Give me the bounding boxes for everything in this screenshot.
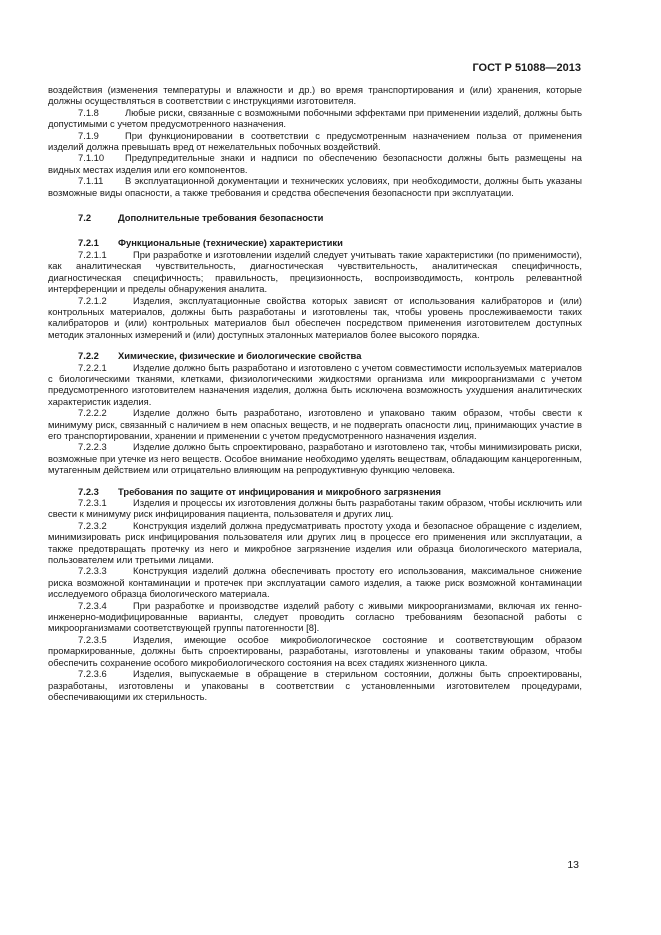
section-title: Требования по защите от инфицирования и микробного загрязнения [118, 485, 441, 497]
clause-number: 7.2.2.3 [78, 441, 107, 453]
clause-text: При разработке и производстве изделий работу с живыми микроорганизмами, включая их генно-инженерно-модифицированные варианты, следует проводить согласно требованиям безопасной работы с микроорганизмами соответствующей группы патогенности [8]. [48, 599, 582, 634]
section-title: Функциональные (технические) характеристики [118, 237, 343, 249]
paragraph-7-2-1-1 [48, 249, 582, 295]
clause-number: 7.1.9 [78, 129, 99, 141]
paragraph-7-2-3-3 [48, 565, 582, 599]
section-title: Дополнительные требования безопасности [118, 212, 324, 224]
clause-number: 7.2.3.1 [78, 497, 107, 508]
clause-number: 7.2.2.1 [78, 361, 107, 373]
clause-number: 7.2.1.1 [78, 248, 107, 260]
clause-text: Изделие должно быть спроектировано, разработано и изготовлено так, чтобы минимизировать риски, возможные при утечке из него веществ. Особое внимание необходимо уделять веществам, обладающим канцерогенным, мутагенным действием или отрицательно влияющим на репродуктивную функцию человека. [48, 441, 582, 476]
clause-text: Изделия, эксплуатационные свойства которых зависят от использования калибраторов и (или) контрольных материалов, должны быть разработаны и изготовлены так, чтобы уровень прослеживаемости таких калибраторов и (или) контрольных материалов был обеспечен посредством применения изготовителем доступных методик эталонных измерений и (или) доступных эталонных материалов более высокого порядка. [48, 294, 582, 340]
paragraph-7-2-3-1 [48, 497, 582, 520]
clause-text: Изделие должно быть разработано и изготовлено с учетом совместимости используемых материалов с биологическими тканями, клетками, физиологическими жидкостями организма или микроорганизмами с учетом предусмотренного изготовителем назначения изделия, должна быть исключена возможность ухудшения аналитических характеристик изделия. [48, 361, 582, 407]
clause-number: 7.2.3.4 [78, 599, 107, 611]
section-title: Химические, физические и биологические свойства [118, 350, 362, 362]
clause-number: 7.2.3.5 [78, 633, 107, 645]
section-heading-7-2-3 [48, 486, 582, 497]
paragraph-7-2-3-4 [48, 600, 582, 634]
clause-text: Предупредительные знаки и надписи по обеспечению безопасности должны быть размещены на видных местах изделия или его компонентов. [48, 152, 582, 175]
page-number: 13 [567, 859, 579, 871]
clause-text: Изделия и процессы их изготовления должны быть разработаны таким образом, чтобы исключить или свести к минимуму риск инфицирования пациента, пользователя и других лиц. [48, 497, 582, 520]
document-body [48, 84, 582, 702]
paragraph-7-1-11 [48, 175, 582, 198]
document-header: ГОСТ Р 51088—2013 [472, 62, 581, 74]
paragraph-7-2-3-6 [48, 668, 582, 702]
section-heading-7-2-1 [48, 237, 582, 248]
clause-number: 7.1.8 [78, 106, 99, 118]
clause-number: 7.2.3.6 [78, 668, 107, 680]
section-heading-7-2-2 [48, 350, 582, 361]
section-heading-7-2 [48, 212, 582, 223]
clause-number: 7.2.3.3 [78, 565, 107, 577]
clause-text: Изделие должно быть разработано, изготовлено и упаковано таким образом, чтобы свести к минимуму риск, связанный с наличием в нем опасных веществ, и не подвергать опасности лиц, принимающих участие в его транспортировании, хранении и применении с учетом предусмотренного назначения изделия. [48, 407, 582, 441]
section-number: 7.2.3 [78, 485, 99, 497]
paragraph-7-1-9 [48, 130, 582, 153]
paragraph-7-1-8 [48, 107, 582, 130]
clause-number: 7.2.3.2 [78, 519, 107, 531]
section-number: 7.2.2 [78, 350, 99, 362]
clause-number: 7.2.1.2 [78, 294, 107, 306]
paragraph-7-2-1-2 [48, 295, 582, 341]
paragraph-7-2-2-3 [48, 441, 582, 475]
clause-text: При разработке и изготовлении изделий следует учитывать такие характеристики (по применимости), как аналитическая чувствительность, диагностическая чувствительность, аналитическая специфичность, диагностическая специфичность; правильность, прецизионность, воспроизводимость, контроль релевантной интерференции и пределы обнаружения аналита. [48, 248, 582, 295]
clause-number: 7.2.2.2 [78, 407, 107, 419]
paragraph-7-2-3-2 [48, 520, 582, 566]
clause-number: 7.1.11 [78, 175, 104, 187]
section-number: 7.2.1 [78, 237, 99, 249]
paragraph-7-1-10 [48, 152, 582, 175]
paragraph-continuation: воздействия (изменения температуры и влажности и др.) во время транспортирования и (или) хранения, которые должны осуществляться в соответствии с инструкциями изготовителя. [48, 84, 582, 107]
clause-text: При функционировании в соответствии с предусмотренным назначением польза от применения изделий должна превышать вред от нежелательных побочных воздействий. [48, 129, 582, 153]
clause-text: Конструкция изделий должна обеспечивать простоту его использования, максимальное снижение риска возможной контаминации и протечек при эксплуатации самого изделия, а также риск возможной контаминации исследуемого образца биологического материала. [48, 565, 582, 600]
clause-text: Любые риски, связанные с возможными побочными эффектами при применении изделий, должны быть допустимыми с учетом предусмотренного назначения. [48, 106, 582, 130]
paragraph-7-2-2-2 [48, 407, 582, 441]
clause-text: Изделия, выпускаемые в обращение в стерильном состоянии, должны быть спроектированы, разработаны, изготовлены и упакованы в соответствии с установленными изготовителем процедурами, обеспечивающими их стерильность. [48, 668, 582, 702]
clause-number: 7.1.10 [78, 152, 105, 164]
paragraph-7-2-3-5 [48, 634, 582, 668]
paragraph-7-2-2-1 [48, 362, 582, 408]
section-number: 7.2 [78, 212, 92, 224]
clause-text: Изделия, имеющие особое микробиологическое состояние и соответствующим образом промаркированные, должны быть спроектированы, разработаны, изготовлены и упакованы таким образом, чтобы обеспечить сохранение особого микробиологического состояния на всех стадиях жизненного цикла. [48, 633, 582, 668]
clause-text: В эксплуатационной документации и технических условиях, при необходимости, должны быть указаны возможные виды опасности, а также требования и средства обеспечения безопасности при эксплуатации. [48, 175, 582, 198]
clause-text: Конструкция изделий должна предусматривать простоту ухода и безопасное обращение с изделием, минимизировать риск инфицирования пользователя или других лиц в процессе его применения или эксплуатации, а также предотвращать протечку из него и микробное загрязнение изделия или образца биологического материала, пользователем или третьими лицами. [48, 519, 582, 566]
